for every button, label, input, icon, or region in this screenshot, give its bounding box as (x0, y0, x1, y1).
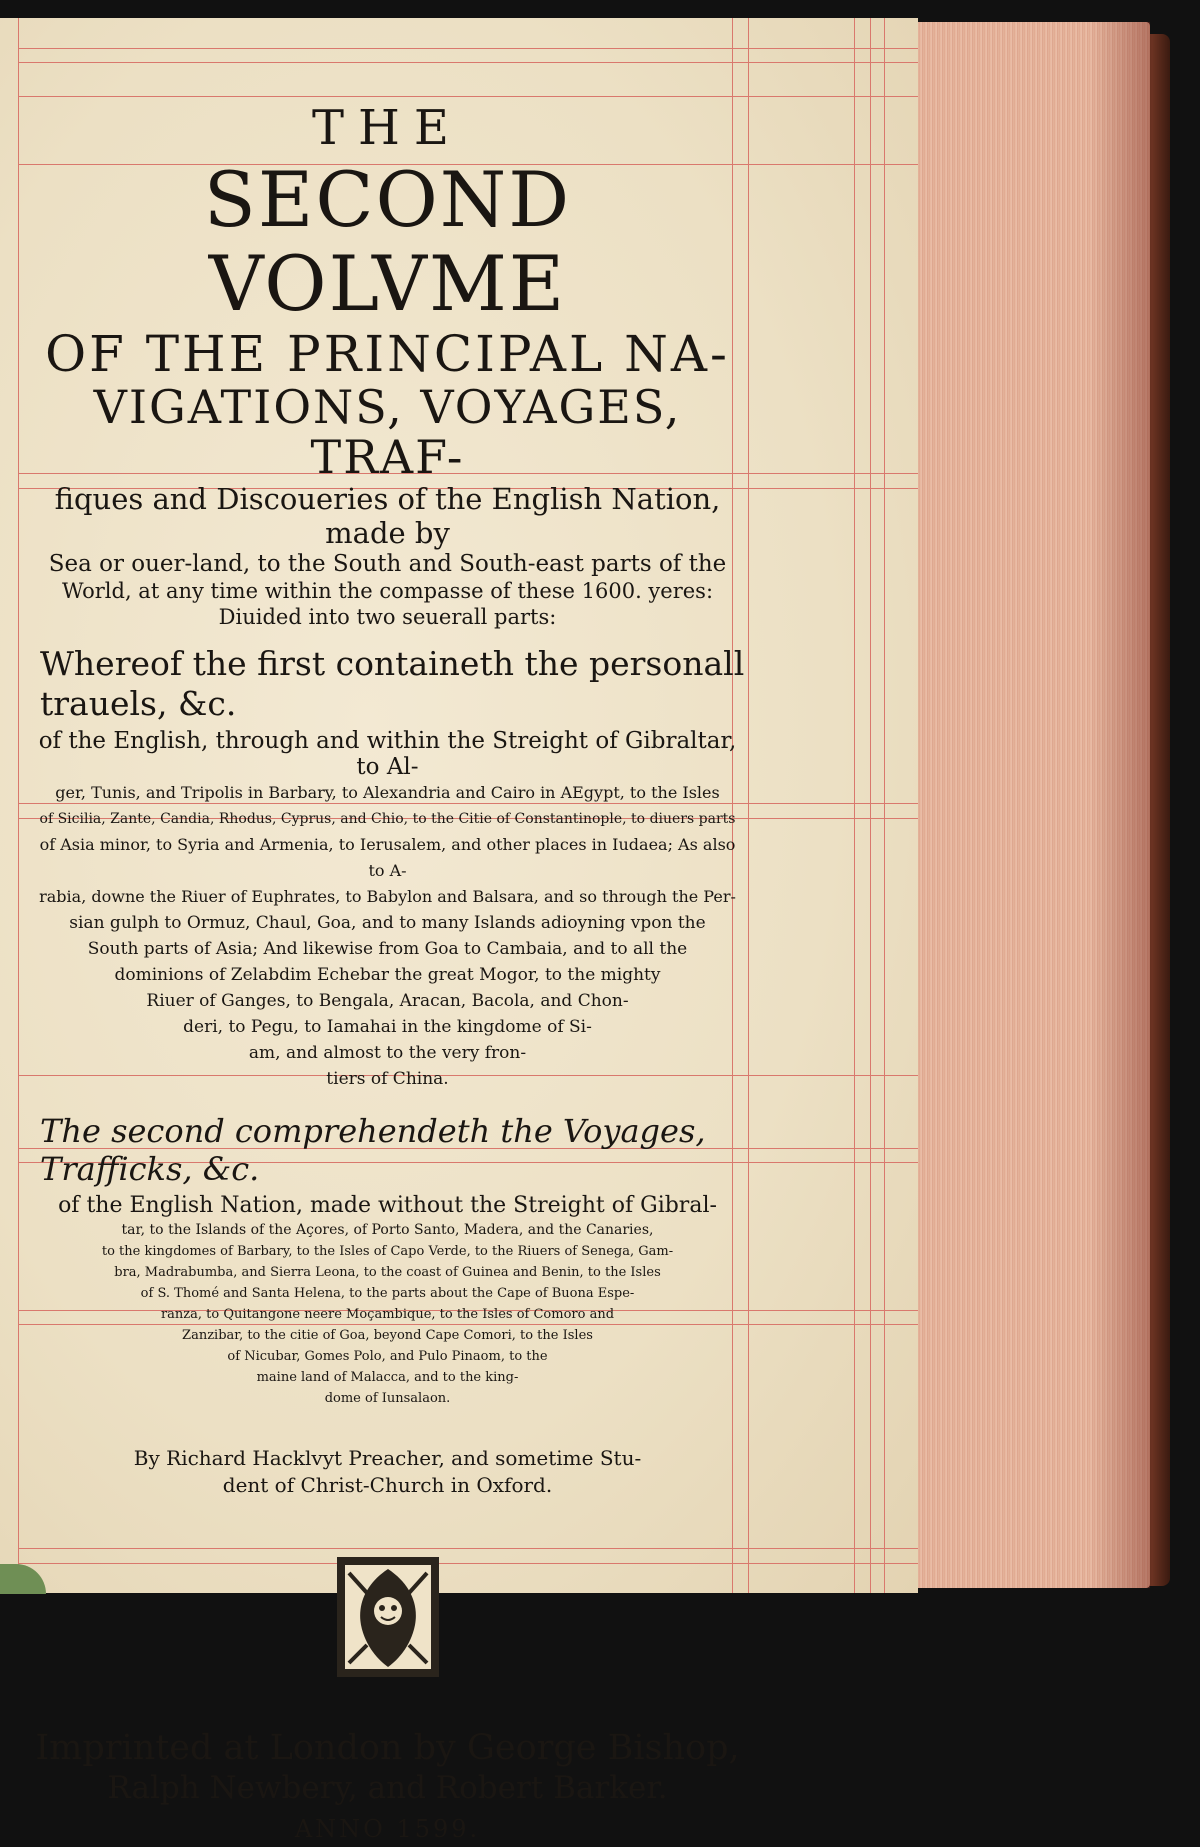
first-part-line: deri, to Pegu, to Iamahai in the kingdome of Si- (183, 1017, 592, 1037)
page-edges (918, 22, 1150, 1588)
first-part-line: of Sicilia, Zante, Candia, Rhodus, Cyprus, and Chio, to the Citie of Constantinople, to diuers parts (39, 811, 736, 827)
rule-right-2 (748, 18, 749, 1593)
imprint-line-2: Ralph Newbery, and Robert Barker. (107, 1770, 668, 1806)
printers-device-ornament (327, 1553, 449, 1681)
title-line-7: World, at any time within the compasse of these 1600. yeres: (61, 579, 714, 603)
imprint-line-1: Imprinted at London by George Bishop, (35, 1728, 740, 1768)
first-part-line: of the English, through and within the Streight of Gibraltar, to Al- (38, 728, 737, 780)
first-part-line: South parts of Asia; And likewise from Goa to Cambaia, and to all the (87, 939, 688, 959)
title-line-6: Sea or ouer-land, to the South and South-east parts of the (48, 551, 727, 577)
second-part-line: of Nicubar, Gomes Polo, and Pulo Pinaom, to the (227, 1349, 548, 1364)
second-part-line: of S. Thomé and Santa Helena, to the parts about the Cape of Buona Espe- (140, 1286, 635, 1301)
title-page (0, 18, 918, 1843)
author-line-1: By Richard Hacklvyt Preacher, and sometime Stu- (133, 1446, 642, 1470)
title-line-5: fiques and Discoueries of the English Nation, made by (54, 482, 721, 550)
author-line-2: dent of Christ-Church in Oxford. (222, 1473, 553, 1497)
second-part-line: Zanzibar, to the citie of Goa, beyond Cape Comori, to the Isles (182, 1328, 593, 1343)
first-part-line: sian gulph to Ormuz, Chaul, Goa, and to many Islands adioyning vpon the (69, 913, 706, 933)
second-part-line: to the kingdomes of Barbary, to the Isles of Capo Verde, to the Riuers of Senega, Gam- (101, 1244, 674, 1259)
rule-top-1 (18, 48, 918, 49)
title-line-3: OF THE PRINCIPAL NA- (45, 325, 730, 383)
second-part-body (30, 1192, 745, 1409)
title-line-8: Diuided into two seuerall parts: (218, 605, 557, 629)
first-part-line: ger, Tunis, and Tripolis in Barbary, to Alexandria and Cairo in AEgypt, to the Isles (55, 783, 720, 802)
rule-left (18, 18, 19, 1593)
rule-right-3 (854, 18, 855, 1593)
rule-top-3 (18, 96, 918, 97)
first-part-line: rabia, downe the Riuer of Euphrates, to Babylon and Balsara, and so through the Per- (39, 887, 736, 906)
second-part-heading: The second comprehendeth the Voyages, Trafficks, &c. (40, 1112, 706, 1188)
second-part-line: bra, Madrabumba, and Sierra Leona, to the coast of Guinea and Benin, to the Isles (114, 1265, 661, 1280)
title-the: THE (312, 100, 463, 156)
first-part-body (30, 728, 745, 1092)
first-part-line: dominions of Zelabdim Echebar the great Mogor, to the mighty (114, 965, 661, 985)
second-part-line: dome of Iunsalaon. (324, 1391, 451, 1406)
second-part-line: ranza, to Quitangone neere Moçambique, to the Isles of Comoro and (160, 1307, 615, 1322)
rule-right-5 (884, 18, 885, 1593)
first-part-line: tiers of China. (326, 1069, 449, 1089)
first-part-line: of Asia minor, to Syria and Armenia, to Ierusalem, and other places in Iudaea; As also to A- (39, 835, 736, 880)
title-line-4: VIGATIONS, VOYAGES, TRAF- (93, 380, 682, 484)
second-part-line: tar, to the Islands of the Açores, of Porto Santo, Madera, and the Canaries, (121, 1222, 654, 1238)
second-part-line: of the English Nation, made without the Streight of Gibral- (58, 1193, 717, 1218)
rule-right-4 (870, 18, 871, 1593)
first-part-heading: Whereof the first containeth the personall trauels, &c. (40, 644, 745, 723)
first-part-line: Riuer of Ganges, to Bengala, Aracan, Bacola, and Chon- (146, 991, 629, 1011)
rule-top-2 (18, 62, 918, 63)
title-second-volume: SECOND VOLVME (203, 155, 572, 328)
first-part-line: am, and almost to the very fron- (248, 1043, 527, 1063)
title-text-block (30, 98, 745, 1847)
imprint-year: ANNO 1599. (294, 1815, 481, 1843)
second-part-line: maine land of Malacca, and to the king- (256, 1370, 519, 1385)
